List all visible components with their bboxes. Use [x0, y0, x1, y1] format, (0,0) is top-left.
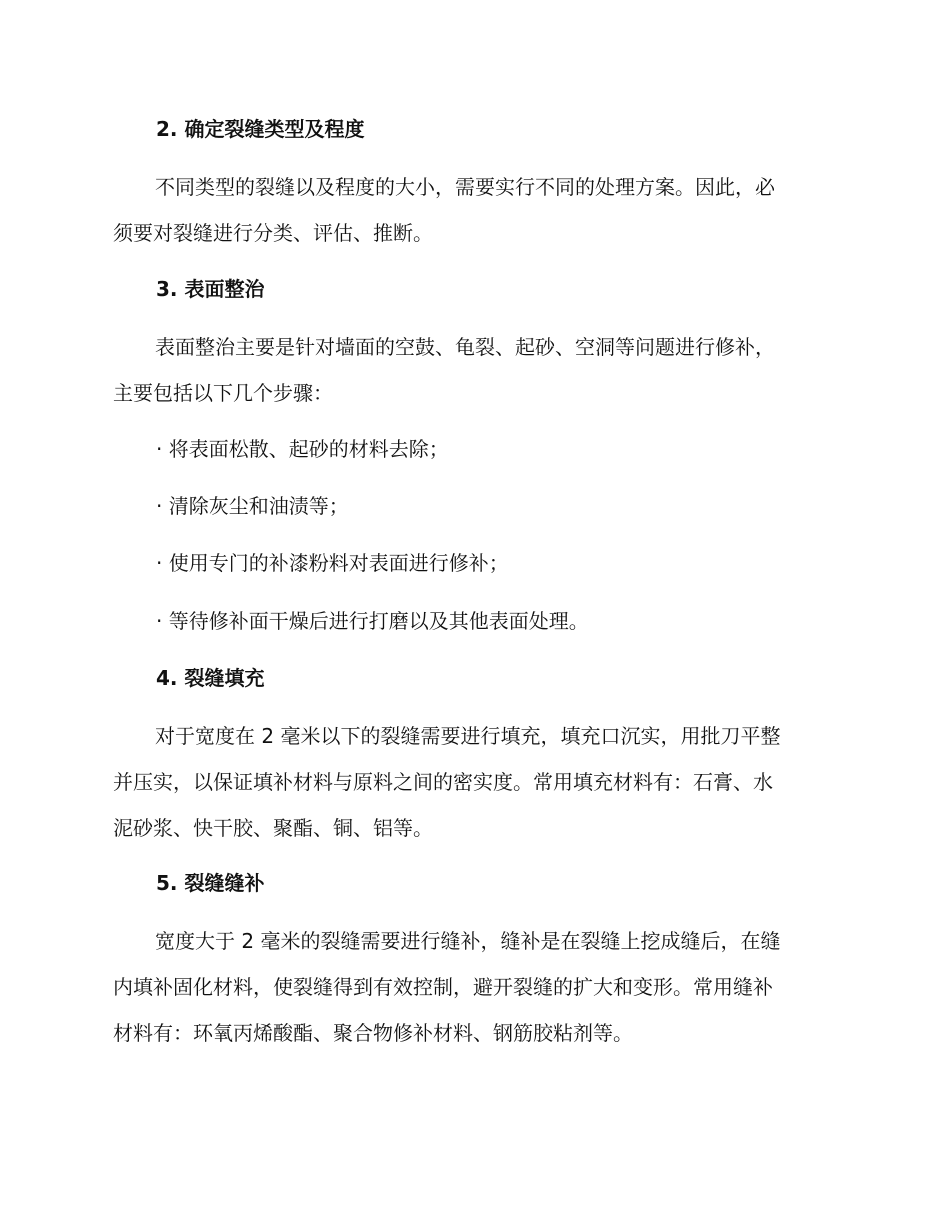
paragraph-line: 并压实，以保证填补材料与原料之间的密实度。常用填充材料有：石膏、水 — [113, 770, 773, 794]
paragraph-line: 泥砂浆、快干胶、聚酯、铜、铝等。 — [113, 816, 433, 840]
section-4-paragraph — [113, 713, 833, 851]
step-list-item: · 等待修补面干燥后进行打磨以及其他表面处理。 — [156, 609, 589, 633]
paragraph-line: 须要对裂缝进行分类、评估、推断。 — [113, 221, 433, 245]
section-4-heading: 4. 裂缝填充 — [156, 666, 265, 690]
paragraph-line: 主要包括以下几个步骤： — [113, 381, 333, 405]
paragraph-line: 表面整治主要是针对墙面的空鼓、龟裂、起砂、空洞等问题进行修补， — [155, 335, 775, 359]
step-list-item: · 使用专门的补漆粉料对表面进行修补； — [156, 551, 509, 575]
paragraph-line: 内填补固化材料，使裂缝得到有效控制，避开裂缝的扩大和变形。常用缝补 — [113, 975, 773, 999]
section-2-heading: 2. 确定裂缝类型及程度 — [156, 117, 365, 141]
section-5-heading: 5. 裂缝缝补 — [156, 871, 265, 895]
paragraph-line: 材料有：环氧丙烯酸酯、聚合物修补材料、钢筋胶粘剂等。 — [113, 1021, 633, 1045]
step-list-item: · 将表面松散、起砂的材料去除； — [156, 437, 449, 461]
paragraph-line: 宽度大于 2 毫米的裂缝需要进行缝补，缝补是在裂缝上挖成缝后，在缝 — [155, 929, 781, 953]
paragraph-line: 不同类型的裂缝以及程度的大小，需要实行不同的处理方案。因此，必 — [155, 175, 775, 199]
paragraph-line: 对于宽度在 2 毫米以下的裂缝需要进行填充，填充口沉实，用批刀平整 — [155, 724, 781, 748]
step-list-item: · 清除灰尘和油渍等； — [156, 494, 349, 518]
section-2-paragraph — [113, 164, 833, 256]
section-3-heading: 3. 表面整治 — [156, 277, 265, 301]
section-3-paragraph — [113, 324, 833, 416]
section-5-paragraph — [113, 918, 833, 1056]
